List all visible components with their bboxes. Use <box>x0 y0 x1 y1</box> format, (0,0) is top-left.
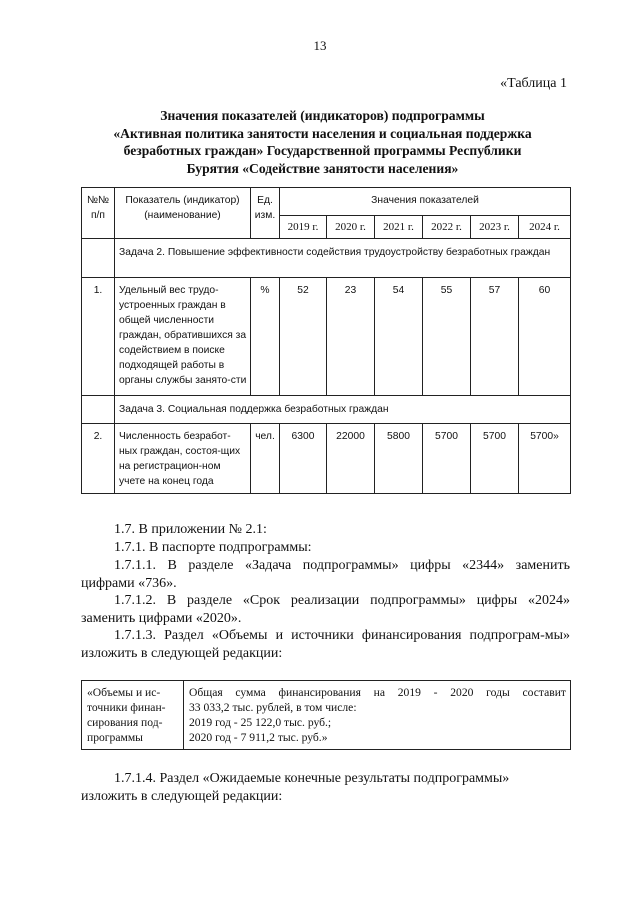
title-line: Бурятия «Содействие занятости населения» <box>186 160 459 176</box>
table-label: «Таблица 1 <box>500 76 567 91</box>
year-cell: 2021 г. <box>375 216 423 239</box>
unit-cell: чел. <box>251 424 280 494</box>
value-cell: 54 <box>375 278 423 396</box>
header-unit: Ед. изм. <box>251 188 280 239</box>
year-cell: 2024 г. <box>519 216 571 239</box>
value-cell: 55 <box>423 278 471 396</box>
task-title: Задача 2. Повышение эффективности содействия трудоустройству безработных граждан <box>115 239 571 278</box>
value-cell: 5700 <box>471 424 519 494</box>
indicators-table <box>81 187 571 494</box>
paragraph-1-7: 1.7. В приложении № 2.1: <box>114 522 267 537</box>
header-indicator: Показатель (индикатор) (наименование) <box>115 188 251 239</box>
title-line: «Активная политика занятости населения и социальная поддержка <box>113 125 532 141</box>
row-number: 2. <box>82 424 115 494</box>
funding-label: «Объемы и ис-точники финан-сирования под-программы <box>82 681 184 750</box>
funding-line: Общая сумма финансирования на 2019 - 2020 годы составит <box>189 686 566 699</box>
indicator-name: Численность безработ-ных граждан, состоя-щих на регистрацион-ном учете на конец года <box>115 424 251 494</box>
year-cell: 2020 г. <box>327 216 375 239</box>
value-cell: 60 <box>519 278 571 396</box>
funding-line: 2020 год - 7 911,2 тыс. руб.» <box>189 731 328 744</box>
value-cell: 5700» <box>519 424 571 494</box>
funding-text <box>184 681 571 750</box>
value-cell: 5700 <box>423 424 471 494</box>
table-row <box>82 424 571 494</box>
value-cell: 52 <box>280 278 327 396</box>
row-number: 1. <box>82 278 115 396</box>
table-row <box>82 278 571 396</box>
value-cell: 5800 <box>375 424 423 494</box>
paragraph-1-7-1-2: 1.7.1.2. В разделе «Срок реализации подпрограммы» цифры «2024» заменить цифрами «2020». <box>81 593 570 626</box>
funding-line: 33 033,2 тыс. рублей, в том числе: <box>189 701 357 714</box>
funding-table <box>81 680 571 750</box>
title-line: Значения показателей (индикаторов) подпрограммы <box>160 108 485 123</box>
page-number: 13 <box>313 38 327 53</box>
document-title <box>75 107 570 177</box>
task-row <box>82 396 571 424</box>
value-cell: 22000 <box>327 424 375 494</box>
unit-cell: % <box>251 278 280 396</box>
empty-cell <box>82 239 115 278</box>
header-values: Значения показателей <box>280 188 571 216</box>
year-cell: 2019 г. <box>280 216 327 239</box>
year-cell: 2022 г. <box>423 216 471 239</box>
task-title: Задача 3. Социальная поддержка безработных граждан <box>115 396 571 424</box>
header-row <box>82 188 571 216</box>
year-cell: 2023 г. <box>471 216 519 239</box>
paragraph-1-7-1-3: 1.7.1.3. Раздел «Объемы и источники финансирования подпрограм-мы» изложить в следующей редакции: <box>81 628 570 661</box>
paragraph-1-7-1: 1.7.1. В паспорте подпрограммы: <box>114 540 312 555</box>
empty-cell <box>82 396 115 424</box>
paragraph-1-7-1-4: 1.7.1.4. Раздел «Ожидаемые конечные результаты подпрограммы» <box>114 771 510 786</box>
paragraph-1-7-1-4-continued: изложить в следующей редакции: <box>81 789 283 804</box>
paragraph-1-7-1-1: 1.7.1.1. В разделе «Задача подпрограммы» цифры «2344» заменить цифрами «736». <box>81 558 570 591</box>
title-line: безработных граждан» Государственной программы Республики <box>123 143 522 158</box>
table-row <box>82 681 571 750</box>
indicator-name: Удельный вес трудо-устроенных граждан в общей численности граждан, обратившихся за содействием в поиске подходящей работы в органы службы занято-сти <box>115 278 251 396</box>
value-cell: 57 <box>471 278 519 396</box>
header-num: №№ п/п <box>82 188 115 239</box>
value-cell: 6300 <box>280 424 327 494</box>
funding-line: 2019 год - 25 122,0 тыс. руб.; <box>189 716 332 729</box>
task-row <box>82 239 571 278</box>
value-cell: 23 <box>327 278 375 396</box>
